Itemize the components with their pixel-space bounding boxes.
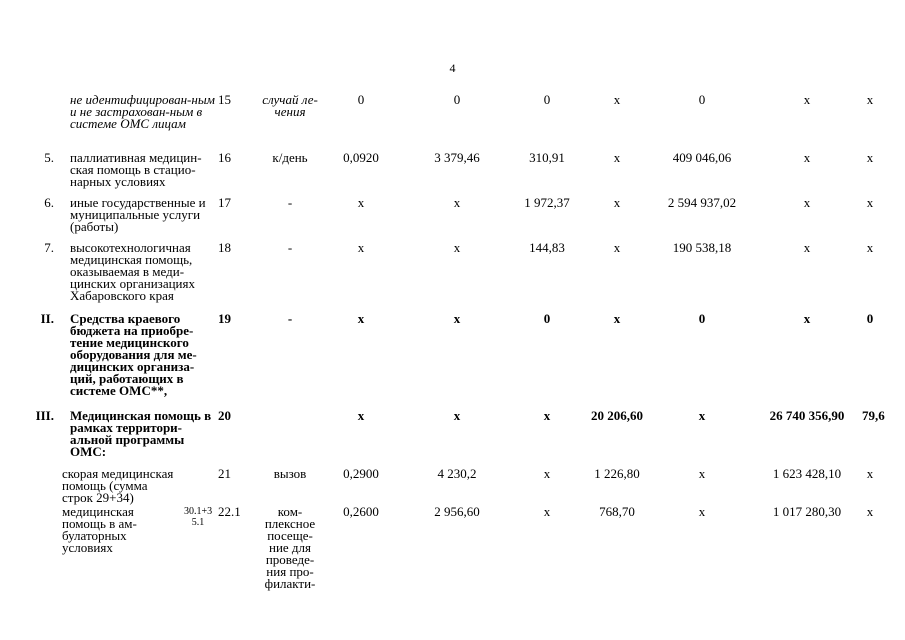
row-number-cell: 5. [44, 150, 54, 165]
value-cell: 0 [453, 92, 461, 107]
value-cell: 26 740 356,90 [769, 408, 845, 423]
value-cell: x [803, 92, 811, 107]
row-number-cell [28, 468, 58, 506]
value-cell: x [866, 504, 874, 519]
table-row [28, 242, 878, 313]
value-cell: x [803, 311, 811, 326]
description-cell: паллиативная медицин-ская помощь в стацио-нарных условиях [70, 150, 202, 189]
value-cell: 0 [698, 311, 706, 326]
table-row [28, 152, 878, 197]
line-number-cell: 20 [218, 408, 232, 423]
table-row [28, 94, 878, 152]
value-cell: 2 956,60 [434, 504, 480, 519]
value-cell: x [613, 150, 621, 165]
value-cell: 1 972,37 [524, 195, 570, 210]
row-number-cell: III. [35, 408, 54, 423]
unit-cell: ком-плексное посеще-ние для проведе-ния про-филакти- [264, 504, 316, 591]
value-cell: x [613, 311, 621, 326]
value-cell: x [357, 240, 365, 255]
value-cell: 79,6 [862, 408, 885, 423]
value-cell: 144,83 [529, 240, 565, 255]
unit-cell [260, 410, 320, 468]
value-cell: x [698, 504, 706, 519]
description-cell: скорая медицинская помощь (сумма строк 29+34) [62, 466, 174, 505]
line-number-cell: 19 [218, 311, 232, 326]
value-cell: 0,0920 [343, 150, 379, 165]
value-cell: 4 230,2 [437, 466, 477, 481]
unit-cell: - [287, 195, 293, 210]
line-number-cell: 18 [218, 240, 232, 255]
unit-cell: - [287, 311, 293, 326]
value-cell: 0 [543, 311, 551, 326]
value-cell: x [453, 195, 461, 210]
value-cell: x [866, 240, 874, 255]
unit-cell: случай ле-чения [262, 92, 318, 119]
value-cell: 3 379,46 [434, 150, 480, 165]
description-cell: иные государственные и муниципальные услуги (работы) [70, 195, 206, 234]
value-cell: x [698, 408, 706, 423]
table-row [28, 506, 878, 616]
value-cell: 768,70 [599, 504, 635, 519]
row-number-cell [28, 94, 58, 152]
value-cell: x [613, 195, 621, 210]
value-cell: 0 [357, 92, 365, 107]
value-cell: x [543, 504, 551, 519]
value-cell: 0 [543, 92, 551, 107]
value-cell: x [698, 466, 706, 481]
description-cell: Средства краевого бюджета на приобре-тение медицинского оборудования для ме-дицинских организа-ций, работающих в системе ОМС**, [70, 311, 197, 398]
value-cell: x [803, 195, 811, 210]
table-row [28, 468, 878, 506]
value-cell: 1 623 428,10 [772, 466, 842, 481]
line-number-cell: 22.1 [218, 504, 241, 519]
value-cell: x [613, 92, 621, 107]
description-cell: медицинская помощь в ам-булаторных условиях [62, 504, 137, 555]
value-cell: x [866, 195, 874, 210]
value-cell: x [453, 240, 461, 255]
value-cell: x [803, 150, 811, 165]
value-cell: 0 [698, 92, 706, 107]
value-cell: x [543, 466, 551, 481]
value-cell: x [866, 150, 874, 165]
value-cell: 0,2900 [343, 466, 379, 481]
code-cell: 30.1+3 5.1 [183, 506, 213, 528]
row-number-cell: II. [40, 311, 54, 326]
unit-cell: к/день [272, 150, 308, 165]
value-cell: 0 [866, 311, 874, 326]
value-cell: x [613, 240, 621, 255]
line-number-cell: 16 [218, 150, 232, 165]
value-cell: x [803, 240, 811, 255]
value-cell: x [543, 408, 551, 423]
value-cell: 1 226,80 [594, 466, 640, 481]
value-cell: 20 206,60 [591, 408, 644, 423]
value-cell: 0,2600 [343, 504, 379, 519]
unit-cell: вызов [273, 466, 307, 481]
description-cell: высокотехнологичная медицинская помощь, оказываемая в меди-цинских организациях Хабаровского края [70, 240, 195, 303]
description-cell: Медицинская помощь в рамках территори-альной программы ОМС: [70, 408, 212, 459]
value-cell: 409 046,06 [672, 150, 732, 165]
page-number: 4 [449, 61, 456, 75]
value-cell: 2 594 937,02 [667, 195, 737, 210]
row-number-cell: 7. [44, 240, 54, 255]
value-cell: x [453, 311, 461, 326]
table-row [28, 313, 878, 410]
table-row [28, 410, 878, 468]
value-cell: x [866, 92, 874, 107]
description-cell: не идентифицирован-ным и не застрахован-ным в системе ОМС лицам [70, 92, 215, 131]
unit-cell: - [287, 240, 293, 255]
value-cell: x [357, 311, 365, 326]
table-row [28, 197, 878, 242]
value-cell: x [453, 408, 461, 423]
code-cell [178, 468, 218, 506]
row-number-cell [28, 506, 58, 616]
value-cell: 190 538,18 [672, 240, 732, 255]
value-cell: 1 017 280,30 [772, 504, 842, 519]
line-number-cell: 15 [218, 92, 232, 107]
budget-table [28, 92, 885, 616]
line-number-cell: 21 [218, 466, 232, 481]
row-number-cell: 6. [44, 195, 54, 210]
value-cell: x [357, 408, 365, 423]
value-cell: 310,91 [529, 150, 565, 165]
value-cell: x [866, 466, 874, 481]
line-number-cell: 17 [218, 195, 232, 210]
value-cell: x [357, 195, 365, 210]
